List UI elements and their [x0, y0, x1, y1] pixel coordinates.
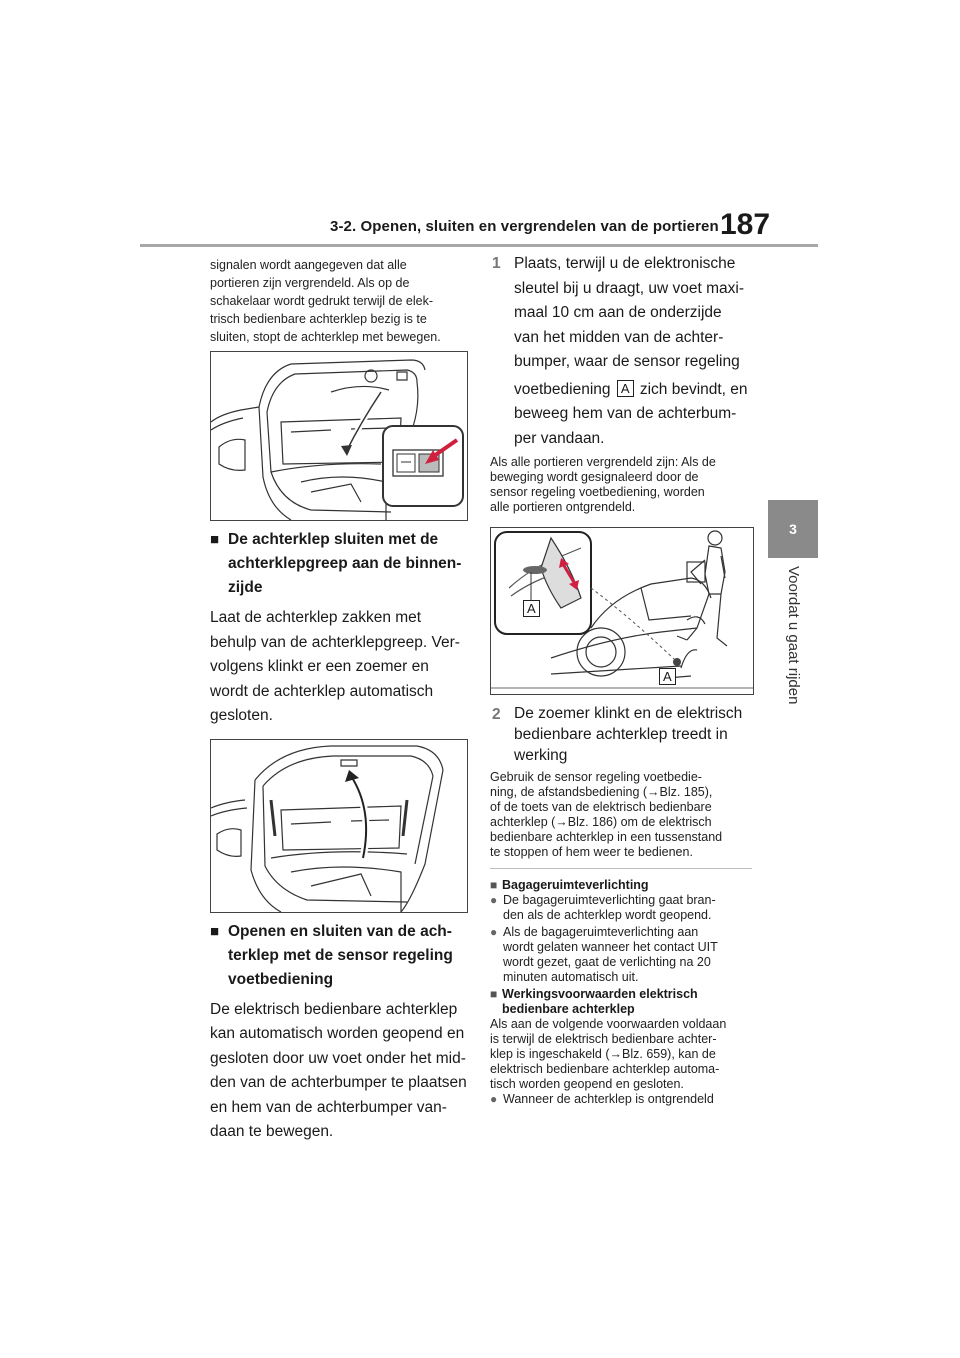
chapter-tab[interactable]: 3: [768, 500, 818, 558]
callout-label-a: A: [617, 380, 634, 397]
text-line: behulp van de achterklepgreep. Ver-: [210, 633, 460, 651]
text-line: Als alle portieren vergrendeld zijn: Als de: [490, 455, 716, 469]
text-line: bedienbare achterklep in een tussenstand: [490, 830, 723, 844]
text-line: De zoemer klinkt en de elektrisch: [514, 705, 743, 722]
dot-bullet: ●: [490, 1092, 498, 1106]
note-item: [490, 1092, 752, 1107]
step-number: 2: [492, 706, 501, 723]
text-line: sluiten, stopt de achterklep met bewegen.: [210, 330, 441, 344]
text-line: sleutel bij u draagt, uw voet maxi-: [514, 279, 745, 297]
text-line: tisch worden geopend en gesloten.: [490, 1077, 684, 1091]
text-line: signalen wordt aangegeven dat alle: [210, 258, 407, 272]
callout-label-a-bottom: A: [659, 668, 676, 685]
figure-kick-sensor: [490, 527, 754, 695]
heading-line: terklep met de sensor regeling: [228, 946, 453, 964]
section-heading-close-by-handle: [210, 528, 470, 600]
text-line: schakelaar wordt gedrukt terwijl de elek-: [210, 294, 434, 308]
text-line: en hem van de achterbumper van-: [210, 1098, 447, 1116]
text-line: van het midden van de achter-: [514, 328, 724, 346]
text-line: te stoppen of hem weer te bedienen.: [490, 845, 693, 859]
tailgate-handle-illustration: [211, 740, 467, 912]
dot-bullet: ●: [490, 893, 498, 907]
section-title: 3-2. Openen, sluiten en vergrendelen van de portieren: [330, 218, 719, 235]
square-bullet: ■: [490, 987, 498, 1001]
text-line: minuten automatisch uit.: [503, 970, 639, 984]
body-paragraph: [210, 998, 470, 1145]
note-heading-luggage-light: [490, 878, 752, 893]
text-line: Gebruik de sensor regeling voetbedie-: [490, 770, 702, 784]
note-paragraph: [490, 1017, 752, 1092]
heading-line: Openen en sluiten van de ach-: [228, 922, 452, 940]
left-column: [210, 256, 470, 1145]
text-line: klep is ingeschakeld (→Blz. 659), kan de: [490, 1047, 716, 1061]
step-2-note: [490, 770, 752, 860]
text-line: bumper, waar de sensor regeling: [514, 353, 740, 370]
note-item: [490, 925, 752, 985]
note-heading-tailgate-conditions: [490, 987, 752, 1017]
heading-line: zijde: [228, 579, 263, 596]
text-line: Laat de achterklep zakken met: [210, 609, 422, 626]
text-fragment: voetbediening: [514, 380, 611, 398]
square-bullet: ■: [210, 531, 220, 548]
heading-line: achterklepgreep aan de binnen-: [228, 555, 462, 572]
text-line: beweeg hem van de achterbum-: [514, 405, 737, 422]
text-line: werking: [514, 747, 568, 764]
text-line: bedienbare achterklep treedt in: [514, 726, 728, 743]
figure-tailgate-handle: [210, 739, 468, 913]
text-line: gesloten door uw voet onder het mid-: [210, 1049, 466, 1067]
step-2: [490, 703, 752, 766]
tailgate-switch-illustration: [211, 352, 467, 520]
heading-line: voetbediening: [228, 970, 334, 988]
text-line: daan te bewegen.: [210, 1123, 334, 1140]
intro-paragraph: [210, 256, 470, 346]
note-heading-line: bedienbare achterklep: [502, 1002, 635, 1016]
notes-divider: [490, 868, 752, 869]
note-item: [490, 893, 752, 923]
text-line: elektrisch bedienbare achterklep automa-: [490, 1062, 720, 1076]
text-line: achterklep (→Blz. 186) om de elektrisch: [490, 815, 712, 829]
callout-label-a-inset: A: [523, 600, 540, 617]
step-1: [490, 252, 752, 451]
note-heading-text: Bagageruimteverlichting: [502, 878, 649, 892]
step-1-note: [490, 455, 752, 515]
text-line: Als de bagageruimteverlichting aan: [503, 925, 699, 939]
note-heading-line: Werkingsvoorwaarden elektrisch: [502, 987, 698, 1001]
text-line: portieren zijn vergrendeld. Als op de: [210, 276, 410, 290]
text-line: maal 10 cm aan de onderzijde: [514, 304, 722, 321]
text-line: of de toets van de elektrisch bedienbare: [490, 800, 712, 814]
text-line: De elektrisch bedienbare achterklep: [210, 1000, 458, 1018]
dot-bullet: ●: [490, 925, 498, 939]
text-line: ning, de afstandsbediening (→Blz. 185),: [490, 785, 713, 799]
square-bullet: ■: [490, 878, 498, 892]
text-line: Wanneer de achterklep is ontgrendeld: [503, 1092, 714, 1106]
header-divider: [140, 244, 818, 247]
text-line: den van de achterbumper te plaatsen: [210, 1074, 467, 1091]
text-line: gesloten.: [210, 707, 273, 724]
square-bullet: ■: [210, 922, 220, 940]
text-line: per vandaan.: [514, 429, 605, 447]
text-line: beweging wordt gesignaleerd door de: [490, 470, 699, 484]
chapter-title: Voordat u gaat rijden: [785, 566, 802, 705]
text-line: is terwijl de elektrisch bedienbare achter-: [490, 1032, 717, 1046]
text-line: De bagageruimteverlichting gaat bran-: [503, 893, 716, 907]
text-line: Plaats, terwijl u de elektronische: [514, 255, 736, 272]
text-line: den als de achterklep wordt geopend.: [503, 908, 712, 922]
figure-tailgate-switch: [210, 351, 468, 521]
step-number: 1: [492, 255, 501, 272]
text-line: kan automatisch worden geopend en: [210, 1025, 465, 1042]
text-line: volgens klinkt er een zoemer en: [210, 658, 429, 675]
text-fragment: zich bevindt, en: [639, 380, 748, 398]
right-column: [490, 252, 752, 1107]
text-line: wordt de achterklep automatisch: [210, 682, 434, 700]
text-line: wordt gezet, gaat de verlichting na 20: [503, 955, 711, 969]
text-line-with-label: [514, 378, 748, 403]
heading-line: De achterklep sluiten met de: [228, 531, 439, 548]
text-line: alle portieren ontgrendeld.: [490, 500, 636, 514]
text-line: wordt gelaten wanneer het contact UIT: [503, 940, 718, 954]
text-line: trisch bedienbare achterklep bezig is te: [210, 312, 427, 326]
body-paragraph: [210, 606, 470, 729]
text-line: Als aan de volgende voorwaarden voldaan: [490, 1017, 727, 1031]
text-line: sensor regeling voetbediening, worden: [490, 485, 705, 499]
page-number: 187: [720, 208, 771, 241]
section-heading-kick-sensor: [210, 920, 470, 992]
